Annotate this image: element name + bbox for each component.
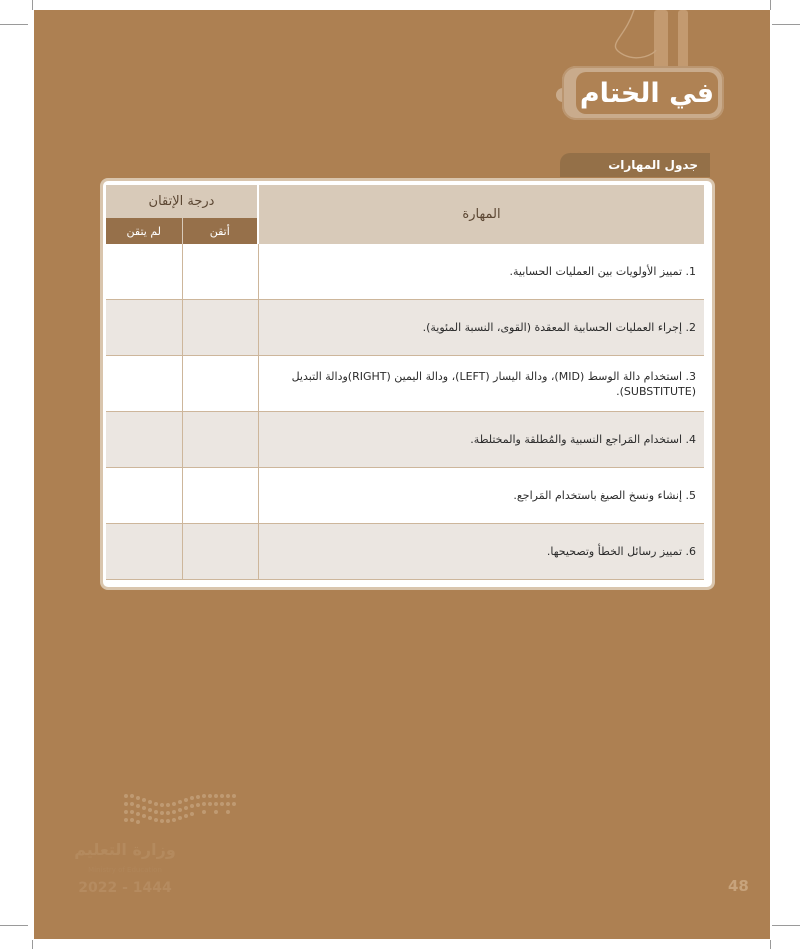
header-mastered: أتقن <box>182 218 258 244</box>
skill-text: 6. تمييز رسائل الخطأ وتصحيحها. <box>258 524 704 580</box>
mastered-cell[interactable] <box>182 300 258 356</box>
table-caption: جدول المهارات <box>560 153 710 177</box>
mastered-cell[interactable] <box>182 244 258 300</box>
table-row <box>106 356 704 412</box>
mastered-cell[interactable] <box>182 356 258 412</box>
not-mastered-cell[interactable] <box>106 244 182 300</box>
decorative-wire <box>594 10 674 70</box>
crop-mark <box>32 940 33 949</box>
table-row <box>106 468 704 524</box>
ministry-logo-icon <box>120 790 244 828</box>
header-skill: المهارة <box>258 185 704 244</box>
not-mastered-cell[interactable] <box>106 524 182 580</box>
mastered-cell[interactable] <box>182 468 258 524</box>
crop-mark <box>772 925 800 926</box>
ministry-name: وزارة التعليم <box>74 840 176 859</box>
skill-text: 5. إنشاء ونسخ الصيغ باستخدام المَراجع. <box>258 468 704 524</box>
table-row <box>106 412 704 468</box>
decorative-pipe <box>678 10 688 72</box>
skills-table <box>106 185 704 580</box>
section-title: في الختام <box>579 77 715 109</box>
table-row <box>106 524 704 580</box>
header-degree: درجة الإتقان <box>106 185 258 218</box>
table-row <box>106 244 704 300</box>
skill-text: 3. استخدام دالة الوسط (MID)، ودالة اليسار (LEFT)، ودالة اليمين (RIGHT)ودالة التبديل (SUBSTITUTE). <box>258 356 704 412</box>
not-mastered-cell[interactable] <box>106 468 182 524</box>
not-mastered-cell[interactable] <box>106 356 182 412</box>
crop-mark <box>770 0 771 10</box>
skill-text: 1. تمييز الأولويات بين العمليات الحسابية. <box>258 244 704 300</box>
crop-mark <box>772 24 800 25</box>
section-title-tab <box>562 66 724 120</box>
page-number: 48 <box>728 877 749 895</box>
ministry-year: 2022 - 1444 <box>78 880 172 896</box>
table-row <box>106 300 704 356</box>
mastered-cell[interactable] <box>182 524 258 580</box>
crop-mark <box>770 940 771 949</box>
crop-mark <box>32 0 33 10</box>
crop-mark <box>0 925 28 926</box>
ministry-name-en: Ministry of Education <box>88 866 162 874</box>
mastered-cell[interactable] <box>182 412 258 468</box>
header-not-mastered: لم يتقن <box>106 218 182 244</box>
not-mastered-cell[interactable] <box>106 412 182 468</box>
crop-mark <box>0 24 28 25</box>
skill-text: 2. إجراء العمليات الحسابية المعقدة (القوى، النسبة المئوية). <box>258 300 704 356</box>
skill-text: 4. استخدام المَراجع النسبية والمُطلقة والمختلطة. <box>258 412 704 468</box>
not-mastered-cell[interactable] <box>106 300 182 356</box>
